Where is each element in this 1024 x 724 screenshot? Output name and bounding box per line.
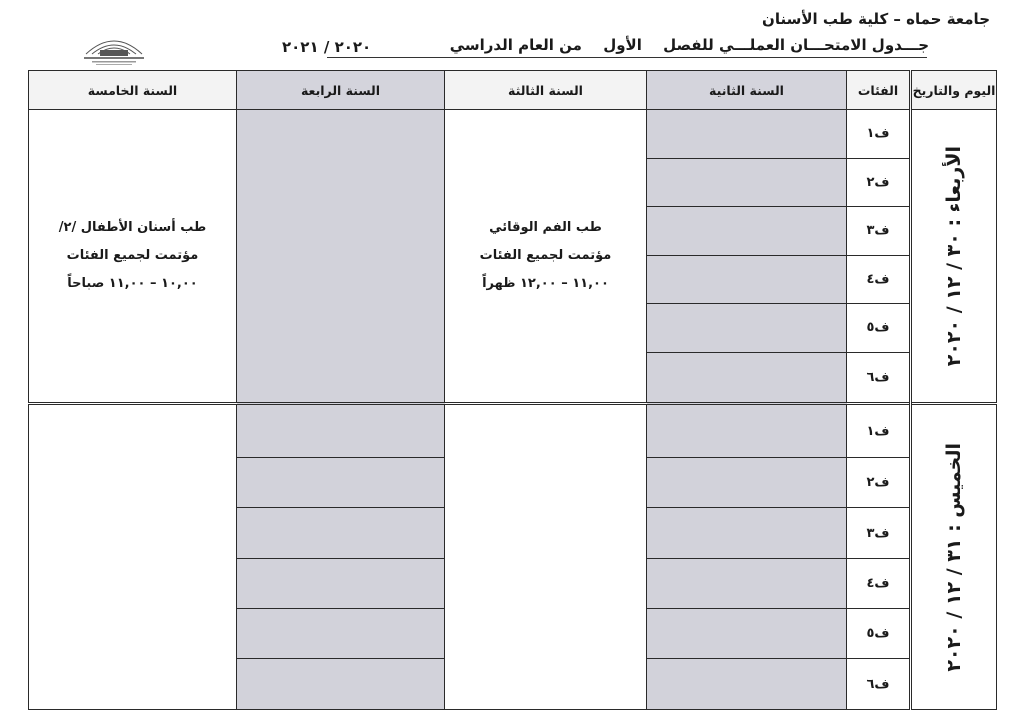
second-year-cell xyxy=(647,352,847,404)
group-cell: ف٣ xyxy=(847,508,911,558)
table-row xyxy=(29,110,997,159)
group-cell: ف٤ xyxy=(847,255,911,304)
group-cell: ف٥ xyxy=(847,304,911,353)
title-underline xyxy=(327,57,927,58)
schedule-title xyxy=(434,36,929,54)
second-year-cell xyxy=(647,110,847,159)
exam-mode: مؤتمت لجميع الفئات xyxy=(479,248,612,264)
third-year-cell xyxy=(445,404,647,710)
group-cell: ف١ xyxy=(847,110,911,159)
group-cell: ف٢ xyxy=(847,457,911,507)
second-year-cell xyxy=(647,158,847,207)
second-year-cell xyxy=(647,457,847,507)
group-cell: ف١ xyxy=(847,404,911,458)
fourth-year-cell xyxy=(237,404,445,458)
university-logo-icon xyxy=(78,26,150,68)
exam-subject: طب أسنان الأطفال /٢/ xyxy=(58,220,207,236)
semester-label: الأول xyxy=(603,36,642,54)
fifth-year-exam-cell xyxy=(29,110,237,404)
title-part-b: من العام الدراسي xyxy=(449,36,582,54)
col-header-day-date: اليوم والتاريخ xyxy=(911,71,997,110)
second-year-cell xyxy=(647,404,847,458)
third-year-exam-cell xyxy=(445,110,647,404)
col-header-groups: الفئات xyxy=(847,71,911,110)
col-header-third-year: السنة الثالثة xyxy=(445,71,647,110)
second-year-cell xyxy=(647,207,847,256)
second-year-cell xyxy=(647,508,847,558)
exam-subject: طب الفم الوقائي xyxy=(489,220,602,236)
exam-schedule-table xyxy=(28,70,997,710)
exam-time: ١١,٠٠ – ١٢,٠٠ ظهراً xyxy=(482,276,609,292)
fourth-year-cell xyxy=(237,457,445,507)
university-name: جامعة حماه – كلية طب الأسنان xyxy=(762,10,990,28)
header-row xyxy=(29,71,997,110)
fourth-year-cell xyxy=(237,659,445,710)
col-header-second-year: السنة الثانية xyxy=(647,71,847,110)
col-header-fourth-year: السنة الرابعة xyxy=(237,71,445,110)
day-cell-thursday xyxy=(911,404,997,710)
second-year-cell xyxy=(647,609,847,659)
fifth-year-cell xyxy=(29,404,237,710)
group-cell: ف٦ xyxy=(847,352,911,404)
col-header-fifth-year: السنة الخامسة xyxy=(29,71,237,110)
group-cell: ف٦ xyxy=(847,659,911,710)
group-cell: ف٥ xyxy=(847,609,911,659)
group-cell: ف٢ xyxy=(847,158,911,207)
exam-mode: مؤتمت لجميع الفئات xyxy=(66,248,199,264)
second-year-cell xyxy=(647,255,847,304)
second-year-cell xyxy=(647,659,847,710)
second-year-cell xyxy=(647,304,847,353)
group-cell: ف٣ xyxy=(847,207,911,256)
second-year-cell xyxy=(647,558,847,608)
table-row xyxy=(29,404,997,458)
day-label: الأربعاء : ٣٠ / ١٢ / ٢٠٢٠ xyxy=(943,146,965,367)
fourth-year-cell xyxy=(237,558,445,608)
title-part-a: جـــدول الامتحـــان العملـــي للفصل xyxy=(663,36,929,54)
day-cell-wednesday xyxy=(911,110,997,404)
day-label: الخميس : ٣١ / ١٢ / ٢٠٢٠ xyxy=(943,442,965,672)
fourth-year-cell xyxy=(237,609,445,659)
academic-year: ٢٠٢٠ / ٢٠٢١ xyxy=(282,38,372,56)
group-cell: ف٤ xyxy=(847,558,911,608)
fourth-year-cell xyxy=(237,110,445,404)
fourth-year-cell xyxy=(237,508,445,558)
exam-time: ١٠,٠٠ – ١١,٠٠ صباحاً xyxy=(67,276,198,292)
